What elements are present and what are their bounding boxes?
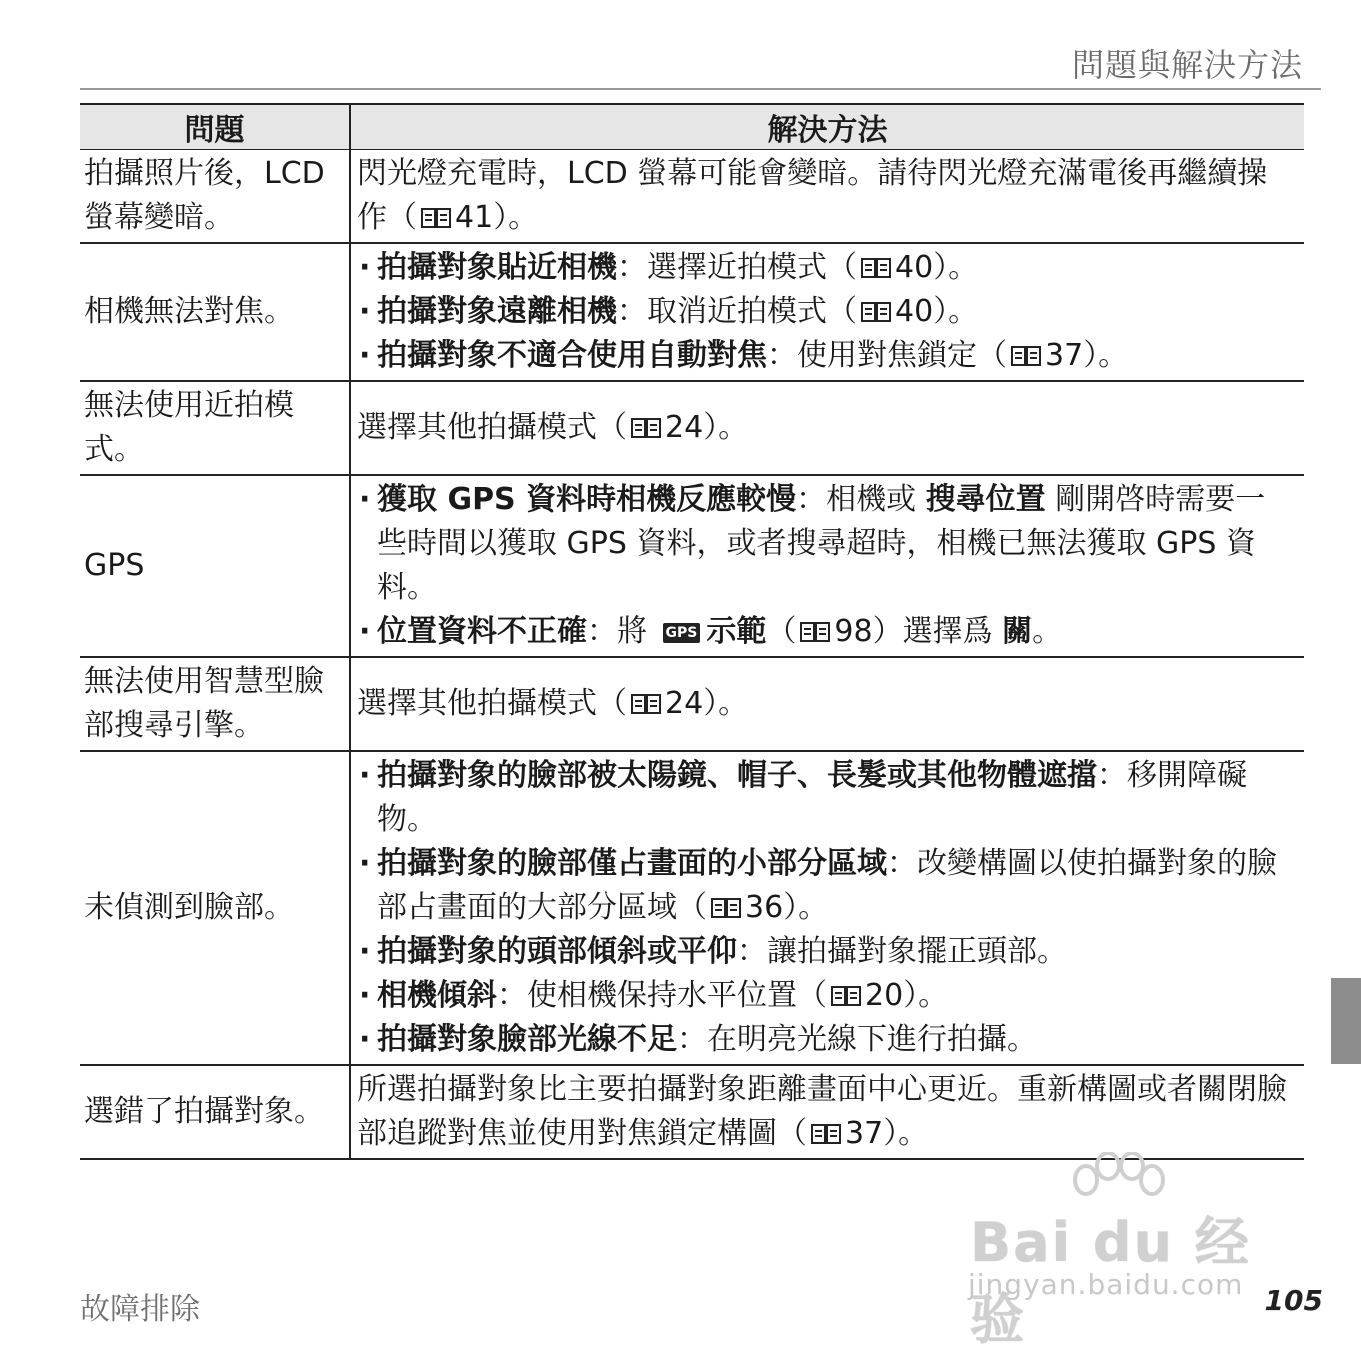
page-ref: 36 xyxy=(745,890,784,925)
bullet-bold: 拍攝對象不適合使用自動對焦 xyxy=(377,338,767,373)
bullet-bold: 位置資料不正確 xyxy=(377,614,587,649)
page-ref: 37 xyxy=(1045,338,1084,373)
solution-text: 所選拍攝對象比主要拍攝對象距離畫面中心更近。重新構圖或者關閉臉部追蹤對焦並使用對焦鎖定構圖（ xyxy=(357,1072,1287,1151)
problem-cell: 無法使用近拍模式。 xyxy=(80,381,350,475)
solution-end: ）。 xyxy=(703,410,749,445)
chapter-side-tab xyxy=(1331,978,1361,1064)
bullet-text: ：將 xyxy=(587,614,657,649)
page-ref: 40 xyxy=(895,294,934,329)
bullet-text: ）選擇爲 xyxy=(872,614,1003,649)
table-row xyxy=(80,150,1304,244)
solution-cell xyxy=(350,657,1304,751)
bullet-item xyxy=(357,610,1290,654)
page-ref: 20 xyxy=(865,978,904,1013)
page-ref: 37 xyxy=(845,1116,884,1151)
bullet-bold: 拍攝對象的臉部被太陽鏡、帽子、長髮或其他物體遮擋 xyxy=(377,758,1097,793)
problem-cell: 選錯了拍攝對象。 xyxy=(80,1065,350,1159)
table-row xyxy=(80,751,1304,1065)
table-row xyxy=(80,381,1304,475)
bullet-text: 剛開啓時需要一些時間以獲取 GPS 資料，或者搜尋超時，相機已無法獲取 GPS 資料。 xyxy=(377,482,1266,605)
book-reference-icon xyxy=(421,198,451,220)
bullet-text: ：相機或 xyxy=(796,482,926,517)
watermark-url: jingyan.baidu.com xyxy=(968,1268,1244,1301)
page-ref: 41 xyxy=(455,200,494,235)
bullet-text: ：選擇近拍模式（ xyxy=(617,250,857,285)
book-reference-icon xyxy=(861,292,891,314)
bullet-bold: 拍攝對象遠離相機 xyxy=(377,294,617,329)
book-reference-icon xyxy=(831,976,861,998)
bullet-text: ：使用對焦鎖定（ xyxy=(767,338,1007,373)
solution-end: ）。 xyxy=(883,1116,929,1151)
bullet-bold: 拍攝對象的臉部僅占畫面的小部分區域 xyxy=(377,846,887,881)
watermark-logo: Bai du 经验 xyxy=(970,1211,1251,1351)
bullet-bold: 相機傾斜 xyxy=(377,978,497,1013)
table-row xyxy=(80,657,1304,751)
solution-cell xyxy=(350,150,1304,244)
solution-text: 選擇其他拍攝模式（ xyxy=(357,410,627,445)
bullet-text: ：改變構圖以使拍攝對象的臉部占畫面的大部分區域（ xyxy=(377,846,1277,925)
footer-section-name: 故障排除 xyxy=(80,1292,200,1327)
solution-text: 閃光燈充電時，LCD 螢幕可能會變暗。請待閃光燈充滿電後再繼續操作（ xyxy=(357,156,1268,235)
book-reference-icon xyxy=(811,1114,841,1136)
book-reference-icon xyxy=(1011,336,1041,358)
bullet-item xyxy=(357,1018,1290,1062)
book-reference-icon xyxy=(800,612,830,634)
page-ref: 24 xyxy=(665,410,704,445)
bullet-item xyxy=(357,334,1290,378)
bullet-bold: 拍攝對象的頭部傾斜或平仰 xyxy=(377,934,737,969)
bullet-item xyxy=(357,754,1290,842)
solution-text: 選擇其他拍攝模式（ xyxy=(357,686,627,721)
solution-cell xyxy=(350,381,1304,475)
header-rule xyxy=(80,88,1321,90)
table-header-row xyxy=(80,104,1304,150)
bullet-text: ：移開障礙物。 xyxy=(377,758,1247,837)
bullet-end: ）。 xyxy=(933,250,979,285)
baidu-watermark xyxy=(960,1152,1290,1351)
bullet-item xyxy=(357,974,1290,1018)
bullet-item xyxy=(357,246,1290,290)
bullet-item xyxy=(357,930,1290,974)
problem-cell: GPS xyxy=(80,475,350,657)
bullet-bold-setting: 示範 xyxy=(706,614,767,649)
bullet-text: ：取消近拍模式（ xyxy=(617,294,857,329)
bullet-item xyxy=(357,478,1290,610)
solution-cell xyxy=(350,475,1304,657)
solution-end: ）。 xyxy=(703,686,749,721)
bullet-item xyxy=(357,290,1290,334)
problem-cell: 未偵測到臉部。 xyxy=(80,751,350,1065)
header-problem: 問題 xyxy=(80,104,350,150)
bullet-end: ）。 xyxy=(903,978,949,1013)
gps-icon: GPS xyxy=(663,623,701,643)
bullet-item xyxy=(357,842,1290,930)
bullet-text: ：在明亮光線下進行拍攝。 xyxy=(677,1022,1037,1057)
book-reference-icon xyxy=(711,888,741,910)
solution-end: ）。 xyxy=(493,200,539,235)
bullet-bold-setting: 搜尋位置 xyxy=(925,482,1046,517)
bullet-bold: 拍攝對象臉部光線不足 xyxy=(377,1022,677,1057)
page-ref: 24 xyxy=(665,686,704,721)
table-row xyxy=(80,1065,1304,1159)
bullet-end: ）。 xyxy=(933,294,979,329)
solution-cell xyxy=(350,751,1304,1065)
table-row xyxy=(80,475,1304,657)
table-row xyxy=(80,243,1304,381)
bullet-text: （ xyxy=(766,614,797,649)
bullet-bold-value: 關 xyxy=(1002,614,1033,649)
bullet-bold: 拍攝對象貼近相機 xyxy=(377,250,617,285)
solution-cell xyxy=(350,243,1304,381)
bullet-end: ）。 xyxy=(783,890,829,925)
bullet-text: ：讓拍攝對象擺正頭部。 xyxy=(737,934,1067,969)
bullet-bold: 獲取 GPS 資料時相機反應較慢 xyxy=(377,482,797,517)
bullet-end: 。 xyxy=(1032,614,1063,649)
problem-cell: 相機無法對焦。 xyxy=(80,243,350,381)
book-reference-icon xyxy=(861,248,891,270)
book-reference-icon xyxy=(631,684,661,706)
page-ref: 40 xyxy=(895,250,934,285)
problem-cell: 無法使用智慧型臉部搜尋引擎。 xyxy=(80,657,350,751)
page-number: 105 xyxy=(1264,1284,1323,1317)
header-solution: 解決方法 xyxy=(350,104,1304,150)
bullet-end: ）。 xyxy=(1083,338,1129,373)
problem-cell: 拍攝照片後，LCD 螢幕變暗。 xyxy=(80,150,350,244)
book-reference-icon xyxy=(631,408,661,430)
header-title: 問題與解決方法 xyxy=(1071,46,1303,84)
troubleshooting-table xyxy=(80,103,1304,1160)
solution-cell xyxy=(350,1065,1304,1159)
page-ref: 98 xyxy=(834,614,873,649)
bullet-text: ：使相機保持水平位置（ xyxy=(497,978,827,1013)
